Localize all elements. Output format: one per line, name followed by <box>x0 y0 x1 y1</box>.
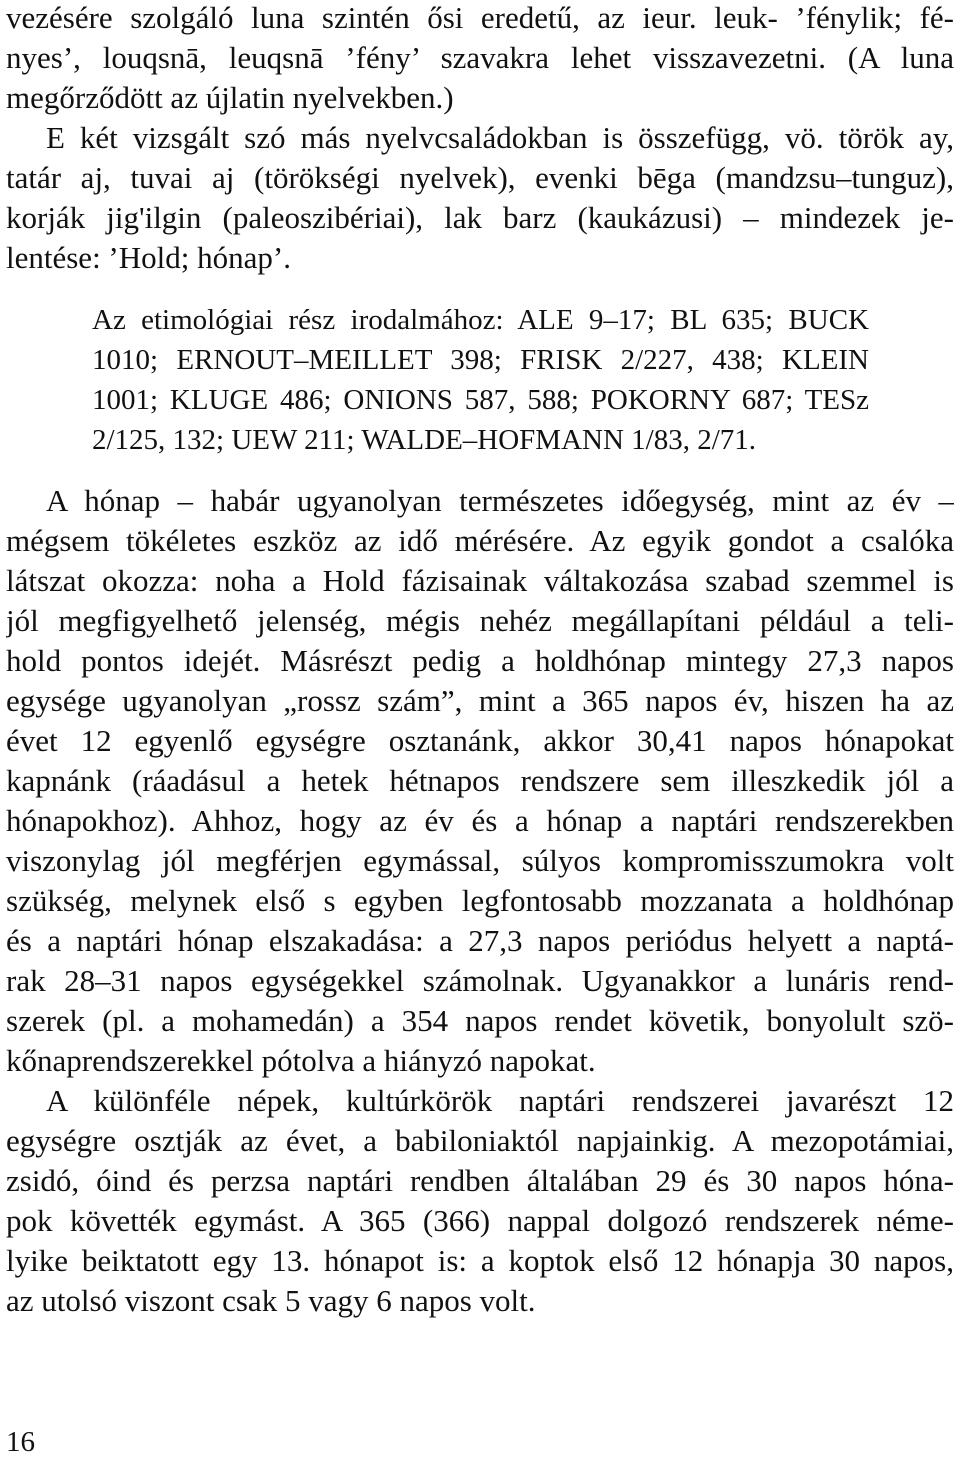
text-line: mégsem tökéletes eszköz az idő mérésére. Az egyik gondot a csalóka <box>6 523 954 558</box>
text-line: tatár aj, tuvai aj (törökségi nyelvek), evenki bēga (mandzsu–tunguz), <box>6 160 954 195</box>
text-line: lyike beiktatott egy 13. hónapot is: a koptok első 12 hónapja 30 napos, <box>6 1243 954 1278</box>
text-line: viszonylag jól megférjen egymással, súlyos kompromisszumokra volt <box>6 843 954 878</box>
text-line: pok követték egymást. A 365 (366) nappal dolgozó rendszerek néme- <box>6 1203 954 1238</box>
text-line: szerek (pl. a mohamedán) a 354 napos rendet követik, bonyolult szö- <box>6 1003 954 1038</box>
reference-line: 1001; KLUGE 486; ONIONS 587, 588; POKORNY 687; TESz <box>92 384 869 416</box>
text-line: szükség, melynek első s egyben legfontosabb mozzanata a holdhónap <box>6 883 954 918</box>
text-line: látszat okozza: noha a Hold fázisainak váltakozása szabad szemmel is <box>6 563 954 598</box>
text-line: megőrződött az újlatin nyelvekben.) <box>6 80 454 115</box>
text-line: évet 12 egyenlő egységre osztanánk, akkor 30,41 napos hónapokat <box>6 723 954 758</box>
text-line: zsidó, óind és perzsa naptári rendben általában 29 és 30 napos hóna- <box>6 1163 954 1198</box>
text-line: egysége ugyanolyan „rossz szám”, mint a 365 napos év, hiszen ha az <box>6 683 954 718</box>
text-line: nyes’, louqsnā, leuqsnā ’fény’ szavakra lehet visszavezetni. (A luna <box>6 40 954 75</box>
text-line: és a naptári hónap elszakadása: a 27,3 napos periódus helyett a naptá- <box>6 923 954 958</box>
text-line: hold pontos idejét. Másrészt pedig a holdhónap mintegy 27,3 napos <box>6 643 954 678</box>
reference-line: Az etimológiai rész irodalmához: ALE 9–17; BL 635; BUCK <box>92 304 869 336</box>
text-line: lentése: ’Hold; hónap’. <box>6 240 291 275</box>
text-line: korják jig'ilgin (paleoszibériai), lak barz (kaukázusi) – mindezek je- <box>6 200 954 235</box>
page-number: 16 <box>6 1426 35 1458</box>
text-line: vezésére szolgáló luna szintén ősi eredetű, az ieur. leuk- ’fénylik; fé- <box>6 0 954 35</box>
text-line: E két vizsgált szó más nyelvcsaládokban is összefügg, vö. török ay, <box>46 120 954 155</box>
text-line: A hónap – habár ugyanolyan természetes időegység, mint az év – <box>46 483 954 518</box>
text-line: jól megfigyelhető jelenség, mégis nehéz megállapítani például a teli- <box>6 603 954 638</box>
text-line: egységre osztják az évet, a babiloniaktól napjainkig. A mezopotámiai, <box>6 1123 954 1158</box>
text-line: kőnaprendszerekkel pótolva a hiányzó napokat. <box>6 1043 596 1078</box>
text-line: az utolsó viszont csak 5 vagy 6 napos volt. <box>6 1283 536 1318</box>
text-line: A különféle népek, kultúrkörök naptári rendszerei javarészt 12 <box>46 1083 954 1118</box>
text-line: hónapokhoz). Ahhoz, hogy az év és a hónap a naptári rendszerekben <box>6 803 954 838</box>
text-line: kapnánk (ráadásul a hetek hétnapos rendszere sem illeszkedik jól a <box>6 763 954 798</box>
reference-line: 1010; ERNOUT–MEILLET 398; FRISK 2/227, 438; KLEIN <box>92 344 869 376</box>
text-line: rak 28–31 napos egységekkel számolnak. Ugyanakkor a lunáris rend- <box>6 963 954 998</box>
reference-line: 2/125, 132; UEW 211; WALDE–HOFMANN 1/83, 2/71. <box>92 424 757 456</box>
